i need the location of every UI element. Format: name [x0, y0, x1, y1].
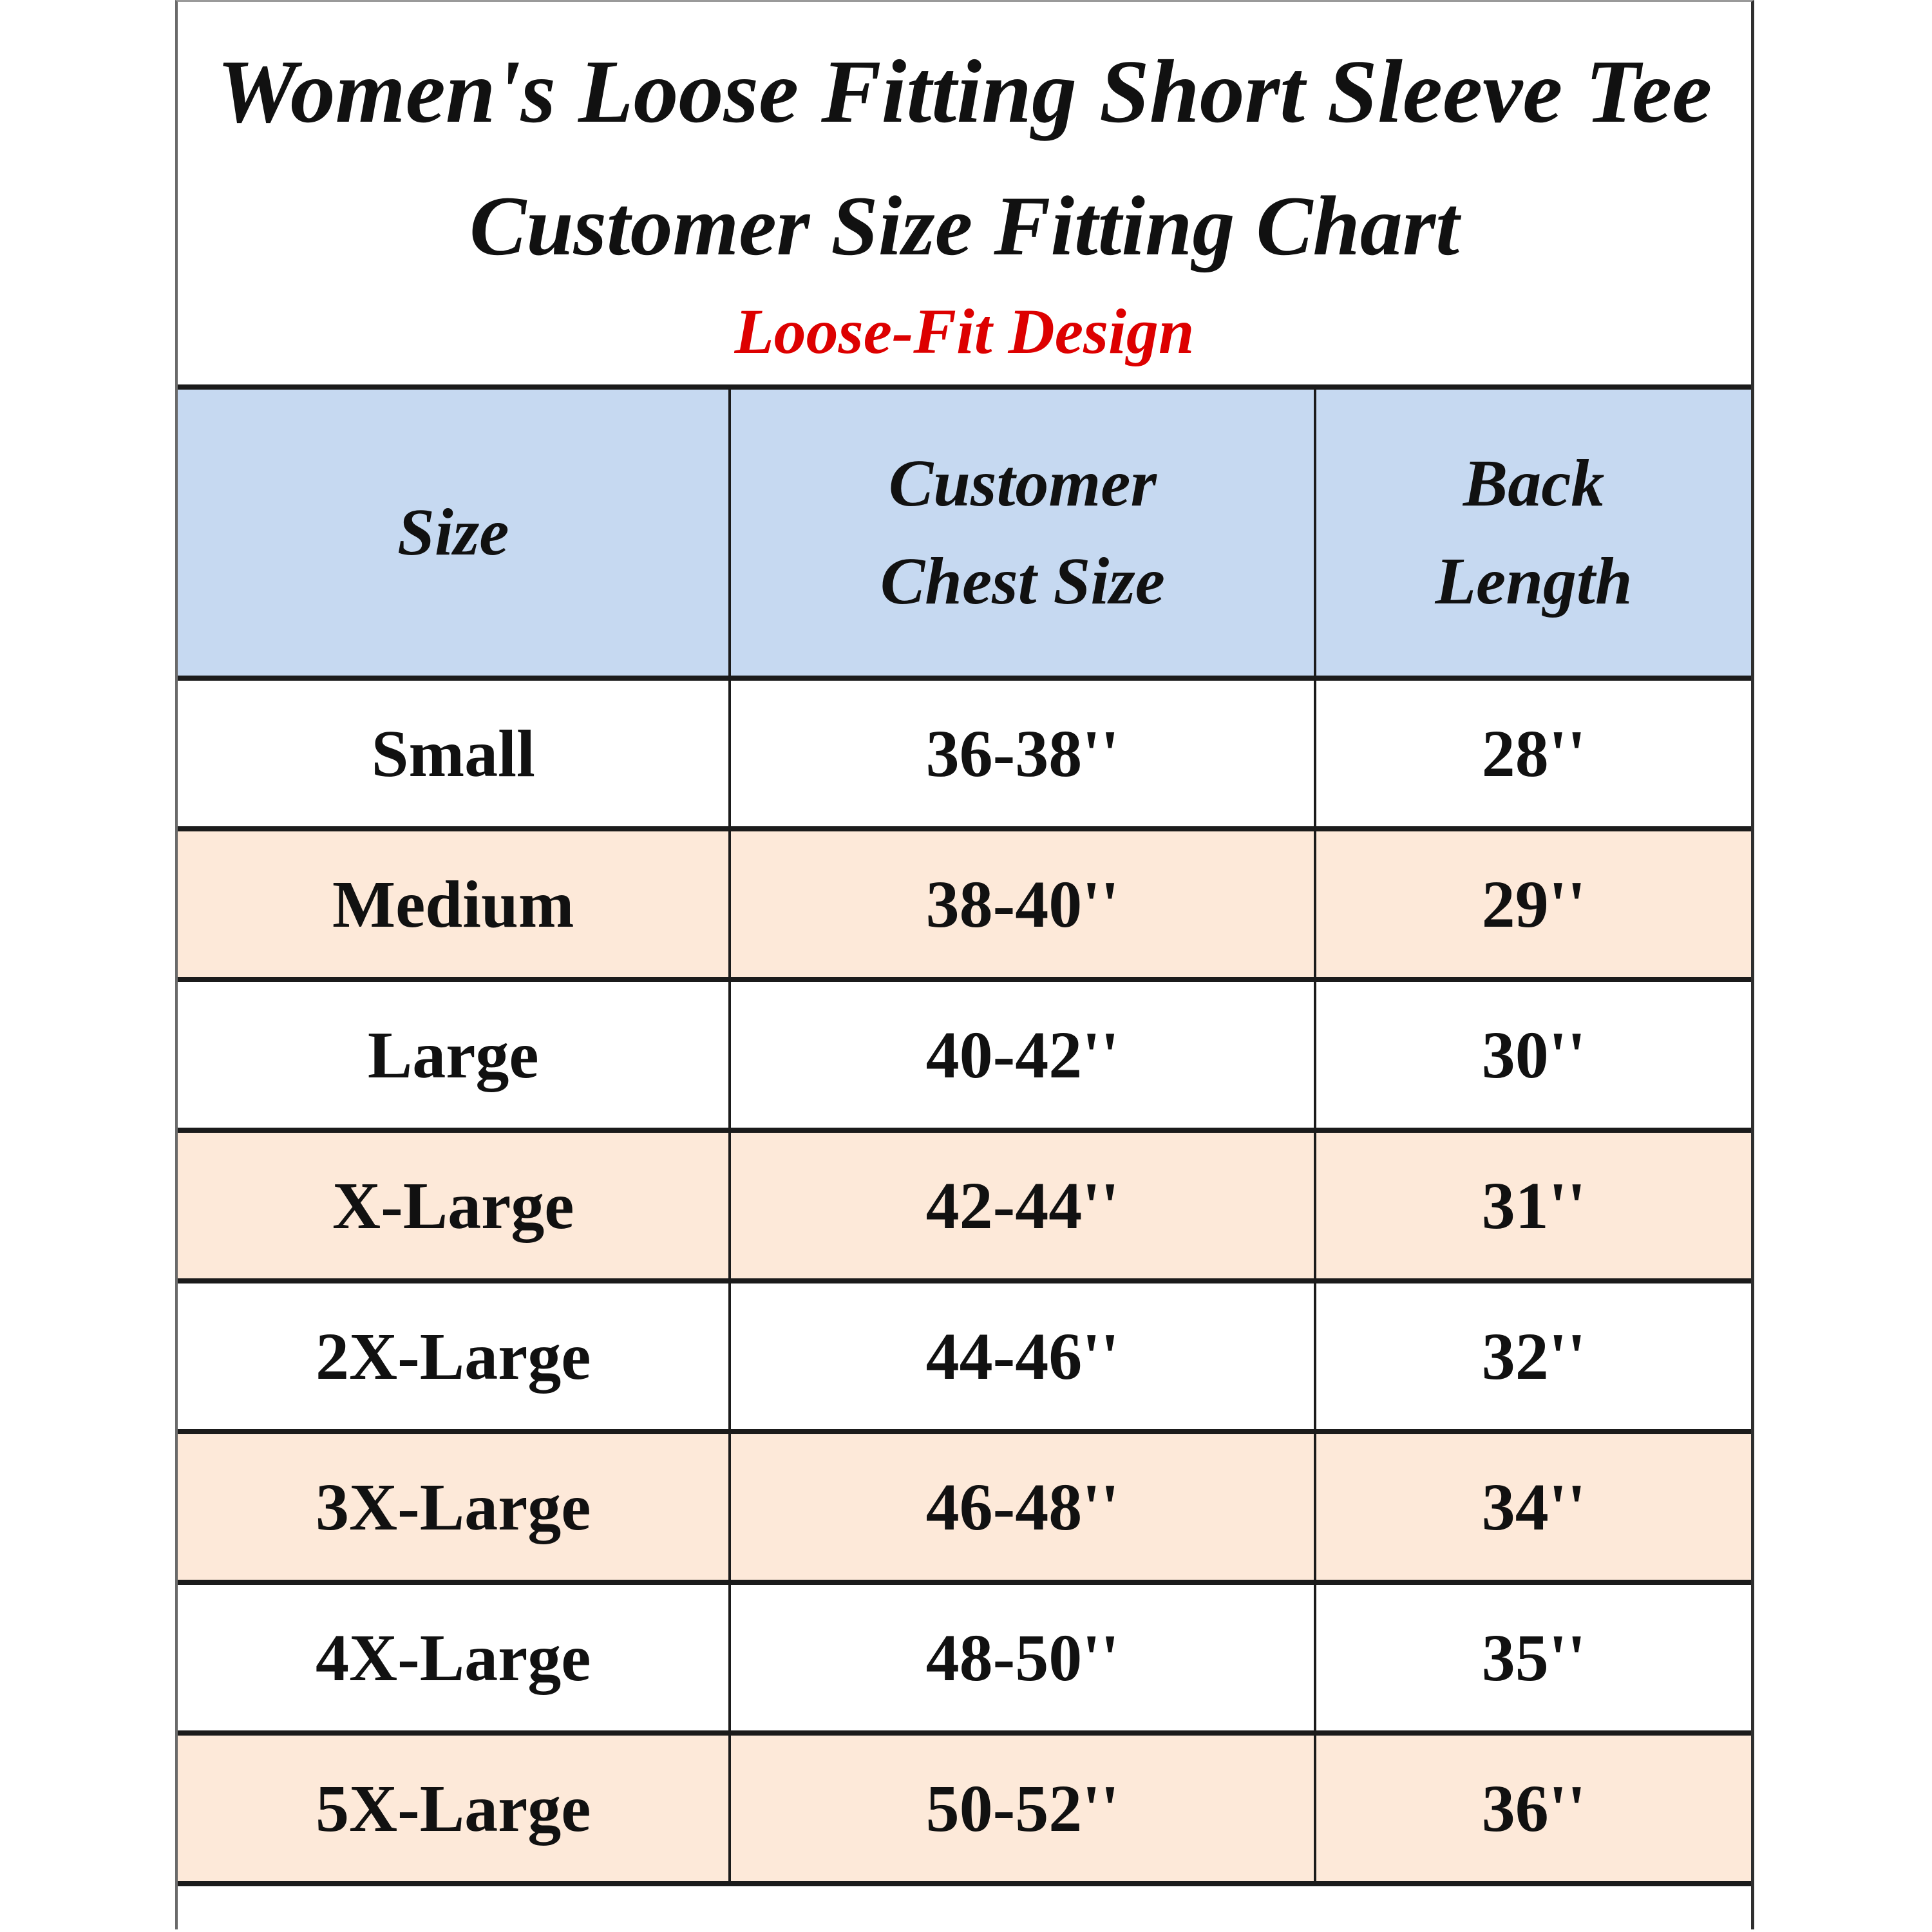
back-length-cell: 28'' — [1315, 678, 1751, 829]
table-row-4x-large — [178, 1582, 1751, 1733]
chest-cell: 38-40'' — [730, 829, 1315, 980]
col-header-back-line1: Back — [1463, 446, 1605, 520]
size-cell: 5X-Large — [178, 1733, 730, 1884]
back-length-cell: 32'' — [1315, 1281, 1751, 1432]
chest-cell: 50-52'' — [730, 1733, 1315, 1884]
size-cell: Small — [178, 678, 730, 829]
chest-cell: 44-46'' — [730, 1281, 1315, 1432]
chest-cell: 36-38'' — [730, 678, 1315, 829]
table-row-x-large — [178, 1130, 1751, 1281]
chest-cell: 42-44'' — [730, 1130, 1315, 1281]
back-length-cell: 29'' — [1315, 829, 1751, 980]
col-header-back-line2: Length — [1435, 544, 1633, 618]
col-header-chest-line2: Chest Size — [880, 544, 1165, 618]
size-cell: 3X-Large — [178, 1432, 730, 1582]
size-cell: X-Large — [178, 1130, 730, 1281]
size-cell: 4X-Large — [178, 1582, 730, 1733]
header-row — [178, 390, 1751, 678]
size-cell: 2X-Large — [178, 1281, 730, 1432]
table-row-3x-large — [178, 1432, 1751, 1582]
back-length-cell: 30'' — [1315, 980, 1751, 1130]
size-chart-sheet — [175, 0, 1754, 1929]
back-length-cell: 34'' — [1315, 1432, 1751, 1582]
size-cell: Large — [178, 980, 730, 1130]
size-cell: Medium — [178, 829, 730, 980]
table-row-5x-large — [178, 1733, 1751, 1884]
back-length-cell: 31'' — [1315, 1130, 1751, 1281]
table-body — [178, 678, 1751, 1884]
page-title: Women's Loose Fitting Short Sleeve Tee — [216, 42, 1712, 142]
chest-cell: 48-50'' — [730, 1582, 1315, 1733]
col-header-size — [178, 390, 730, 678]
fit-design-note: Loose-Fit Design — [734, 296, 1195, 367]
table-row-small — [178, 678, 1751, 829]
back-length-cell: 36'' — [1315, 1733, 1751, 1884]
back-length-cell: 35'' — [1315, 1582, 1751, 1733]
page-subtitle: Customer Size Fitting Chart — [469, 178, 1459, 273]
table-header — [178, 390, 1751, 678]
chest-cell: 40-42'' — [730, 980, 1315, 1130]
col-header-chest-line1: Customer — [888, 446, 1157, 520]
col-header-size-label: Size — [397, 495, 509, 569]
title-block — [178, 2, 1751, 390]
table-row-2x-large — [178, 1281, 1751, 1432]
chest-cell: 46-48'' — [730, 1432, 1315, 1582]
table-row-medium — [178, 829, 1751, 980]
col-header-chest-size — [730, 390, 1315, 678]
table-row-large — [178, 980, 1751, 1130]
size-fitting-table — [178, 390, 1751, 1886]
col-header-back-length — [1315, 390, 1751, 678]
